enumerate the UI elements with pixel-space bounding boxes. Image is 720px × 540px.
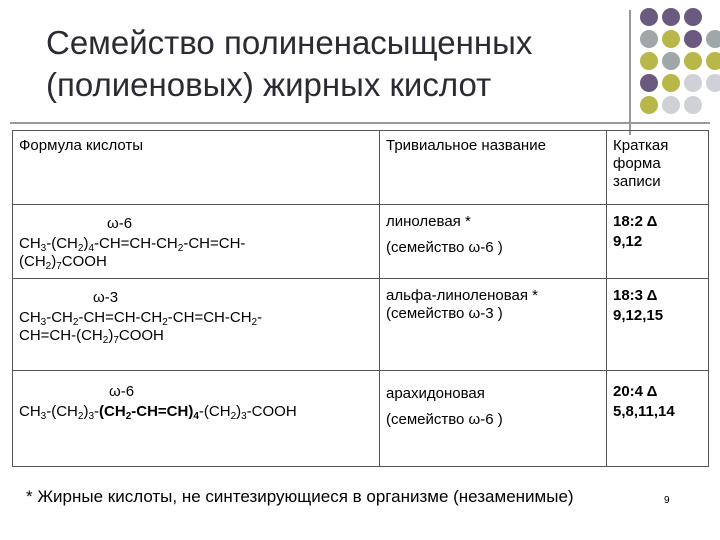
decorative-dot — [640, 30, 658, 48]
decorative-dot — [640, 74, 658, 92]
formula-cell — [13, 371, 380, 467]
short-form-line-2: 9,12,15 — [613, 307, 664, 324]
decorative-dot — [662, 30, 680, 48]
acid-name: арахидоновая — [386, 385, 485, 402]
decorative-vertical-line — [629, 10, 631, 135]
omega-label: ω-3 — [93, 289, 119, 306]
formula-cell — [13, 279, 380, 371]
header-formula: Формула кислоты — [13, 131, 380, 205]
slide-title — [46, 22, 626, 106]
title-divider — [10, 122, 710, 124]
decorative-dot — [684, 74, 702, 92]
decorative-dot — [706, 30, 720, 48]
chemical-formula: $CH_3-CH_2-CH=CH-CH_2-CH=CH-CH_2-$ $CH=CH-(CH_2)_7COOH$ — [19, 309, 263, 346]
decorative-dot — [662, 52, 680, 70]
trivial-name-cell — [380, 279, 607, 371]
omega-label: ω-6 — [109, 383, 135, 400]
short-form-cell — [607, 205, 709, 279]
short-form-line-1: 18:3 Δ — [613, 287, 658, 304]
header-short-form: Краткая форма записи — [607, 131, 709, 205]
short-form-line-1: 18:2 Δ — [613, 213, 658, 230]
short-form-cell — [607, 371, 709, 467]
chemical-formula: $CH_3-(CH_2)_3-(CH_2-CH=CH)_4-(CH_2)_3$-COOH — [19, 403, 297, 422]
table-row — [13, 371, 709, 467]
decorative-dot — [684, 52, 702, 70]
page-number: 9 — [664, 495, 670, 506]
short-form-cell — [607, 279, 709, 371]
chemical-formula: $CH_3-(CH_2)_4-CH=CH-CH_2-CH=CH-$ $(CH_2)_7COOH$ — [19, 235, 246, 272]
decorative-dot — [684, 96, 702, 114]
header-trivial-name: Тривиальное название — [380, 131, 607, 205]
decorative-dot — [640, 52, 658, 70]
acid-family: (семейство ω-6 ) — [386, 239, 503, 256]
decorative-dot — [706, 52, 720, 70]
omega-label: ω-6 — [107, 215, 133, 232]
short-form-line-2: 5,8,11,14 — [613, 403, 675, 420]
decorative-dot — [684, 30, 702, 48]
acid-family: (семейство ω-6 ) — [386, 411, 503, 428]
decorative-dot — [640, 8, 658, 26]
acid-family: (семейство ω-3 ) — [386, 305, 503, 322]
trivial-name-cell — [380, 205, 607, 279]
short-form-line-2: 9,12 — [613, 233, 643, 250]
decorative-dot-grid — [640, 8, 720, 133]
table-header-row — [13, 131, 709, 205]
decorative-dot — [684, 8, 702, 26]
decorative-dot — [662, 8, 680, 26]
acid-name: альфа-линоленовая * — [386, 287, 539, 304]
fatty-acids-table — [12, 130, 709, 467]
slide-title-line-1: Семейство полиненасыщенных — [46, 24, 533, 61]
acid-name: линолевая * — [386, 213, 471, 230]
decorative-dot — [706, 74, 720, 92]
short-form-line-1: 20:4 Δ — [613, 383, 658, 400]
table-row — [13, 205, 709, 279]
trivial-name-cell — [380, 371, 607, 467]
formula-cell — [13, 205, 380, 279]
slide-title-line-2: (полиеновых) жирных кислот — [46, 66, 492, 103]
decorative-dot — [662, 74, 680, 92]
table-row — [13, 279, 709, 371]
footnote: * Жирные кислоты, не синтезирующиеся в организме (незаменимые) — [26, 487, 574, 506]
decorative-dot — [662, 96, 680, 114]
decorative-dot — [640, 96, 658, 114]
